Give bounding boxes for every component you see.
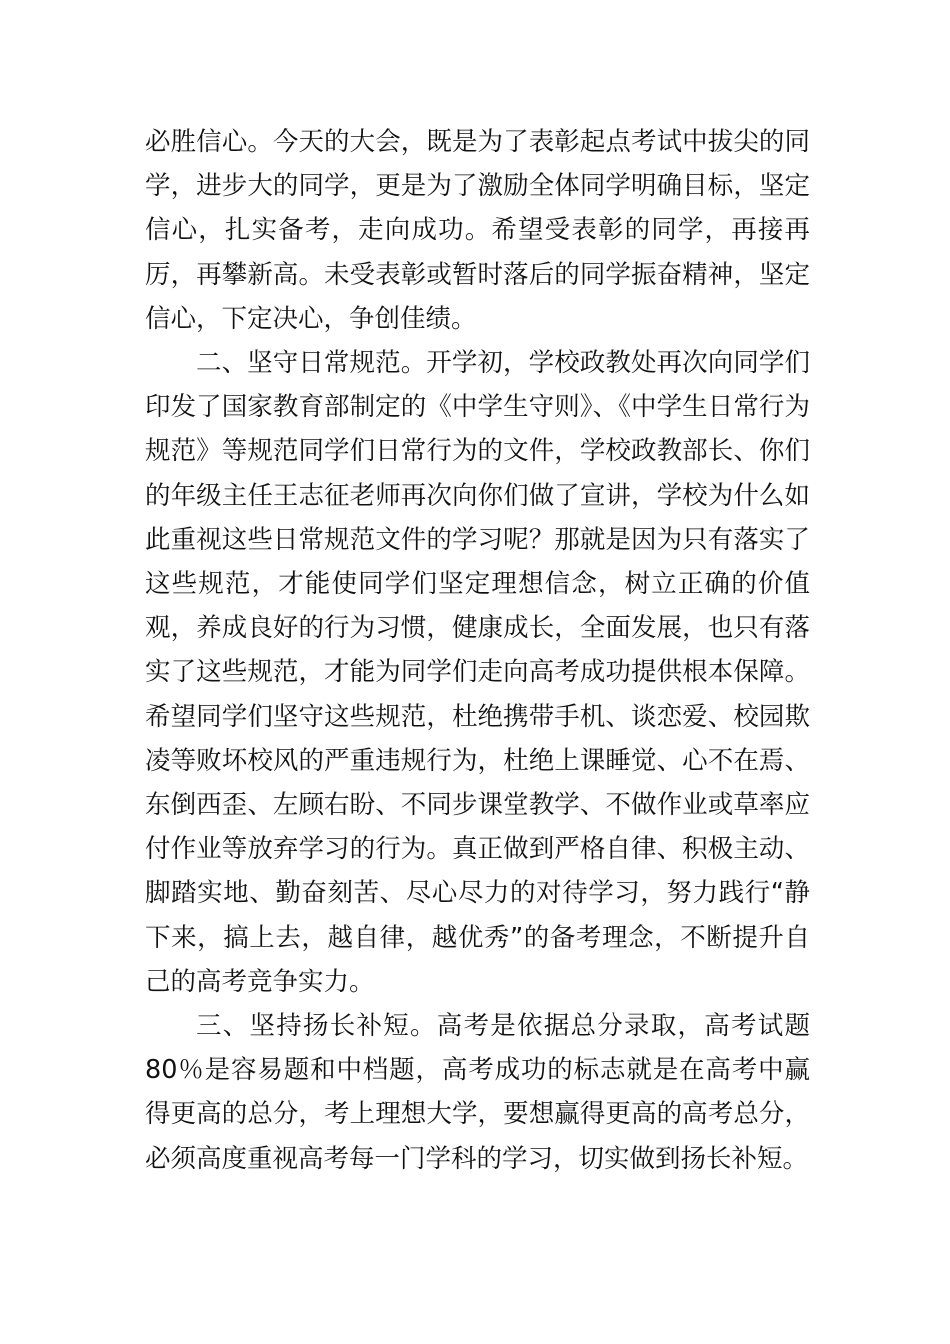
paragraph-continuation: 必胜信心。今天的大会，既是为了表彰起点考试中拔尖的同学，进步大的同学，更是为了激励全体同学明确目标，坚定信心，扎实备考，走向成功。希望受表彰的同学，再接再厉，再攀新高。未受表彰或暂时落后的同学振奋精神，坚定信心，下定决心，争创佳绩。	[145, 127, 810, 334]
paragraph-section-three: 三、坚持扬长补短。高考是依据总分录取，高考试题80％是容易题和中档题，高考成功的标志就是在高考中赢得更高的总分，考上理想大学，要想赢得更高的高考总分，必须高度重视高考每一门学科的学习，切实做到扬长补短。	[145, 1011, 810, 1174]
document-body	[145, 120, 810, 1181]
paragraph-section-two: 二、坚守日常规范。开学初，学校政教处再次向同学们印发了国家教育部制定的《中学生守则》、《中学生日常行为规范》等规范同学们日常行为的文件，学校政教部长、你们的年级主任王志征老师再次向你们做了宣讲，学校为什么如此重视这些日常规范文件的学习呢？那就是因为只有落实了这些规范，才能使同学们坚定理想信念，树立正确的价值观，养成良好的行为习惯，健康成长，全面发展，也只有落实了这些规范，才能为同学们走向高考成功提供根本保障。希望同学们坚守这些规范，杜绝携带手机、谈恋爱、校园欺凌等败坏校风的严重违规行为，杜绝上课睡觉、心不在焉、东倒西歪、左顾右盼、不同步课堂教学、不做作业或草率应付作业等放弃学习的行为。真正做到严格自律、积极主动、脚踏实地、勤奋刻苦、尽心尽力的对待学习，努力践行“静下来，搞上去，越自律，越优秀”的备考理念，不断提升自己的高考竞争实力。	[145, 348, 810, 997]
